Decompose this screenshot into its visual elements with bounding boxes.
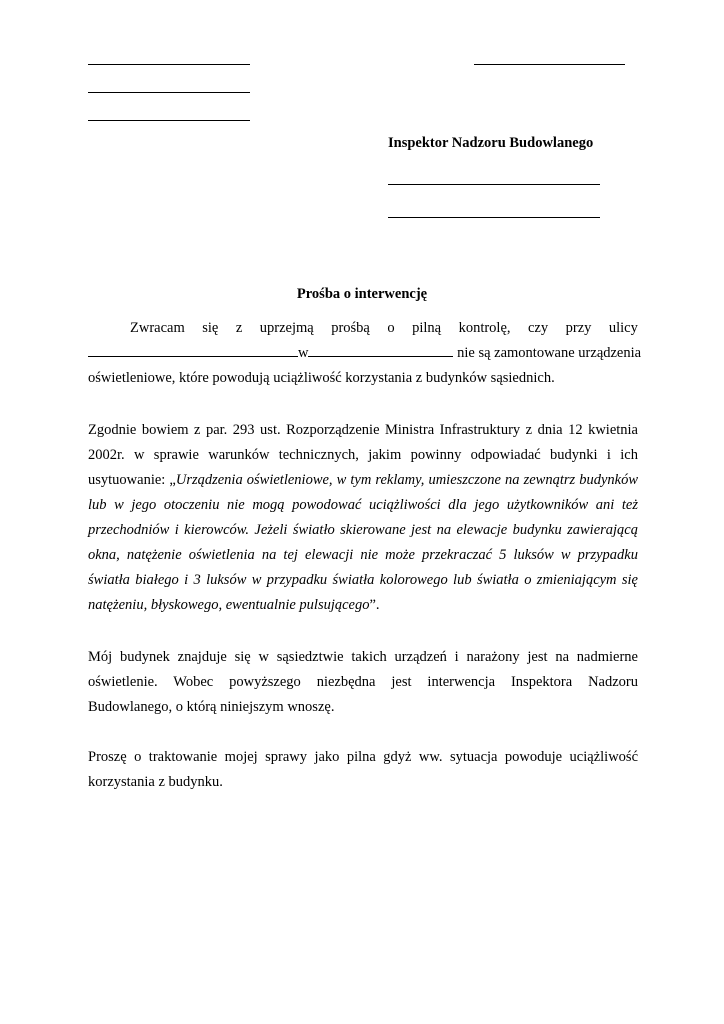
paragraph-closing-line-2: korzystania z budynku. (88, 774, 223, 790)
quote-end-text: natężeniu, błyskowego, ewentualnie pulsującego (88, 597, 370, 613)
sender-line-3 (88, 120, 250, 121)
recipient-line-1 (388, 184, 600, 185)
word: pilną (412, 320, 442, 336)
paragraph-request-line-1 (88, 316, 638, 341)
paragraph-situation-line-3: Budowlanego, o którą niniejszym wnoszę. (88, 699, 335, 715)
recipient-line-2 (388, 217, 600, 218)
word: czy (528, 320, 549, 336)
paragraph-request-line-2-end: nie są zamontowane urządzenia (453, 345, 642, 361)
date-place-line (474, 64, 625, 65)
paragraph-legal-basis (88, 418, 638, 618)
paragraph-situation-line-1: Mój budynek znajduje się w sąsiedztwie takich urządzeń i narażony jest na nadmierne (88, 649, 638, 665)
paragraph-request-line-3: oświetleniowe, które powodują uciążliwość korzystania z budynków sąsiednich. (88, 370, 555, 386)
paragraph-legal-line-8 (88, 593, 638, 618)
recipient-title: Inspektor Nadzoru Budowlanego (388, 135, 594, 151)
paragraph-situation-line-2: oświetlenie. Wobec powyższego niezbędna jest interwencja Inspektora Nadzoru (88, 674, 638, 690)
paragraph-closing-line-1: Proszę o traktowanie mojej sprawy jako pilna gdyż ww. sytuacja powoduje uciążliwość (88, 749, 638, 765)
quote-intro: usytuowanie: „ (88, 472, 176, 488)
word: ulicy (608, 320, 638, 336)
word: przy (565, 320, 592, 336)
sender-line-1 (88, 64, 250, 65)
paragraph-legal-line-5: przechodniów i kierowców. Jeżeli światło skierowane jest na elewacje budynku zawierającą (88, 522, 638, 538)
paragraph-situation (88, 645, 638, 720)
paragraph-legal-line-1: Zgodnie bowiem z par. 293 ust. Rozporządzenie Ministra Infrastruktury z dnia 12 kwietnia (88, 422, 638, 438)
word: Zwracam (130, 320, 185, 336)
word: się (202, 320, 219, 336)
location-connector: w (298, 345, 309, 361)
letter-subject: Prośba o interwencję (296, 286, 428, 302)
paragraph-closing (88, 745, 638, 795)
paragraph-legal-line-7: światła białego i 3 luksów w przypadku światła kolorowego lub światła o zmieniającym się (88, 572, 638, 588)
word: kontrolę, (458, 320, 511, 336)
town-blank (308, 344, 453, 357)
word: o (387, 320, 395, 336)
street-blank (88, 344, 298, 357)
quote-close: ”. (369, 597, 380, 613)
word: prośbą (331, 320, 370, 336)
paragraph-legal-line-3 (88, 468, 638, 493)
quote-text: Urządzenia oświetleniowe, w tym reklamy, umieszczone na zewnątrz budynków (175, 472, 638, 488)
word: z (235, 320, 243, 336)
sender-line-2 (88, 92, 250, 93)
paragraph-legal-line-4: lub w jego otoczeniu nie mogą powodować uciążliwości dla jego użytkowników ani też (88, 497, 638, 513)
paragraph-request-line-2 (88, 341, 642, 366)
paragraph-legal-line-2: 2002r. w sprawie warunków technicznych, jakim powinny odpowiadać budynki i ich (88, 447, 638, 463)
word: uprzejmą (259, 320, 314, 336)
paragraph-request (88, 316, 642, 391)
paragraph-legal-line-6: okna, natężenie oświetlenia na tej elewacji nie może przekraczać 5 luksów w przypadku (88, 547, 638, 563)
